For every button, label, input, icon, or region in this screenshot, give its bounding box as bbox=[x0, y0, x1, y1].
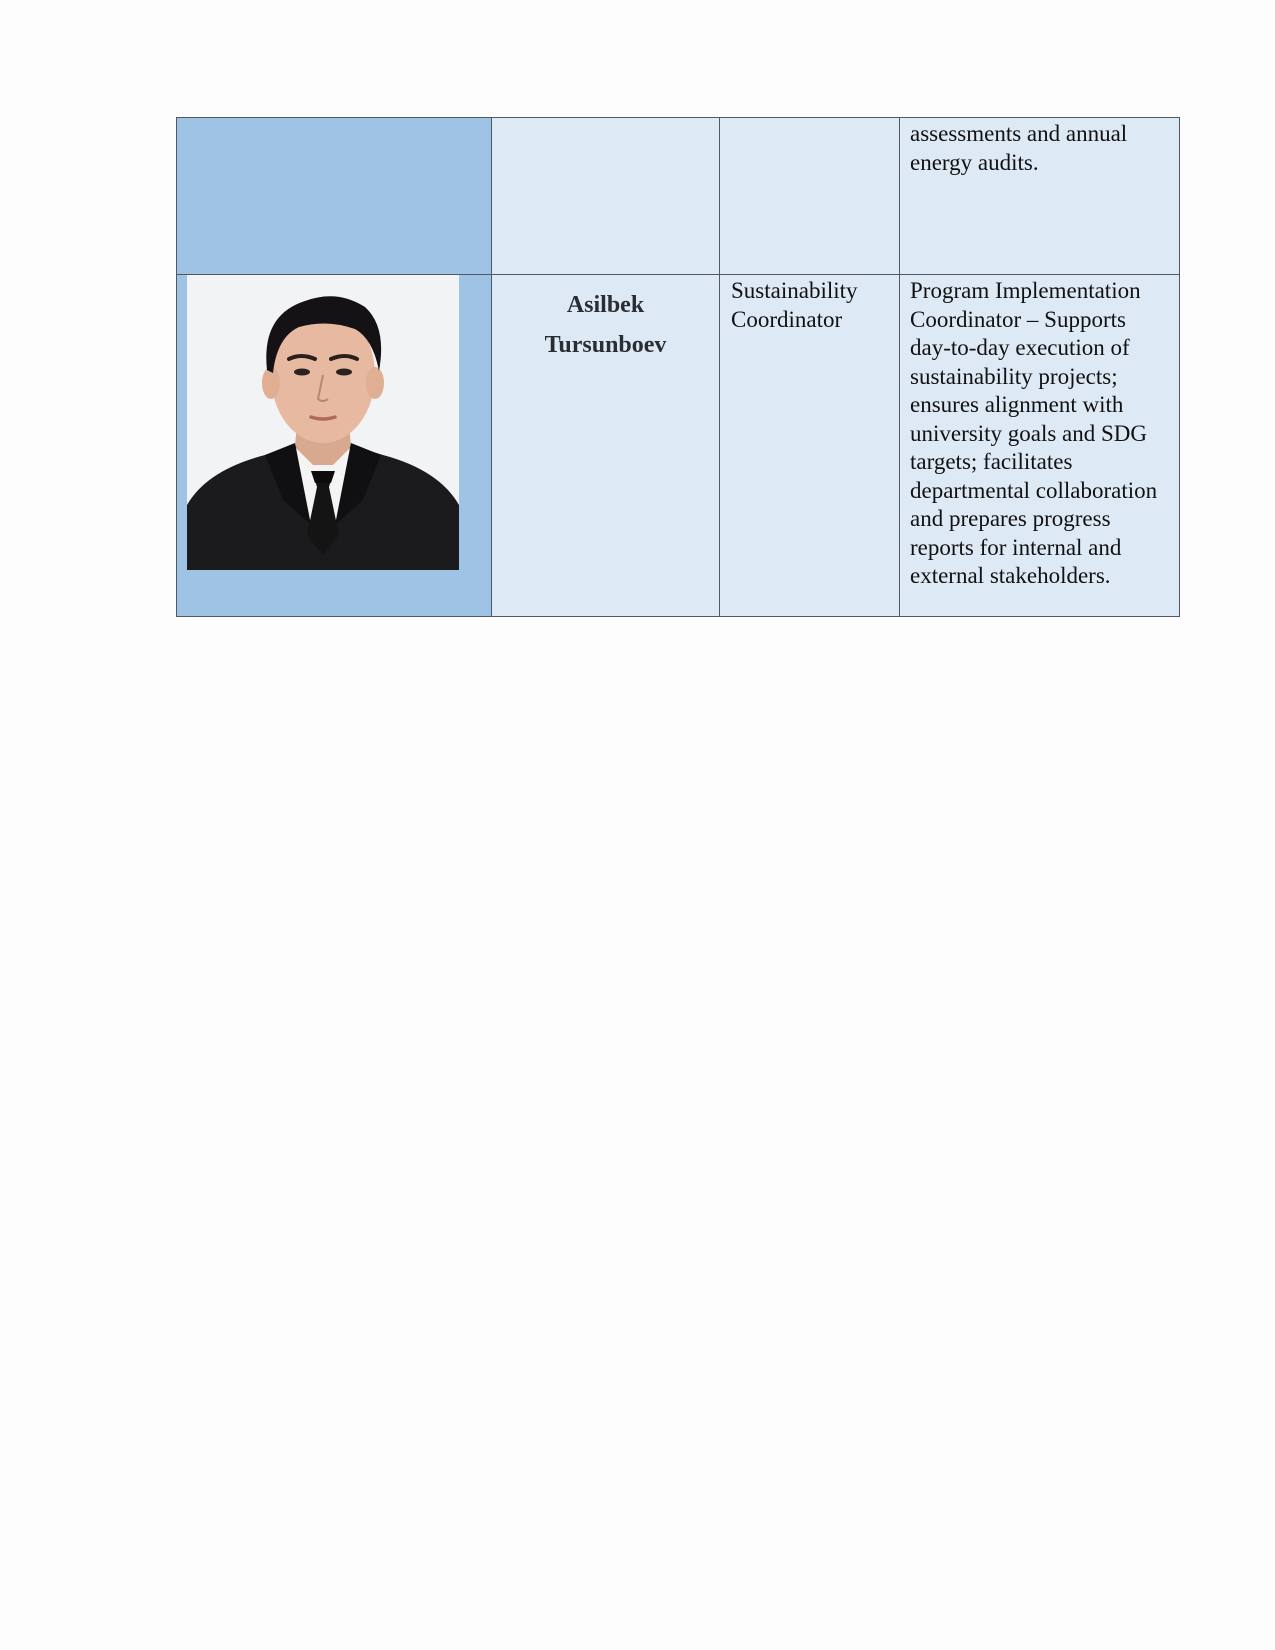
photo-cell-empty bbox=[177, 118, 492, 275]
description-text: Program Implementation Coordinator – Supports day-to-day execution of sustainability projects; ensures alignment with university goals and SDG targets; facilitates departmental collaboration and prepares progress reports for internal and external stakeholders. bbox=[910, 278, 1158, 588]
photo-cell bbox=[177, 275, 492, 617]
table-row bbox=[177, 118, 1180, 275]
name-cell bbox=[492, 275, 720, 617]
description-text: assessments and annual energy audits. bbox=[910, 121, 1128, 175]
portrait-photo bbox=[187, 275, 459, 570]
name-cell-empty bbox=[492, 118, 720, 275]
table-row bbox=[177, 275, 1180, 617]
description-cell bbox=[900, 118, 1180, 275]
staff-table bbox=[176, 117, 1180, 617]
role-cell-empty bbox=[720, 118, 900, 275]
person-name-first: Asilbek bbox=[566, 292, 645, 318]
role-text: Sustainability Coordinator bbox=[731, 278, 858, 332]
description-cell bbox=[900, 275, 1180, 617]
person-name-last: Tursunboev bbox=[544, 332, 667, 358]
role-cell bbox=[720, 275, 900, 617]
